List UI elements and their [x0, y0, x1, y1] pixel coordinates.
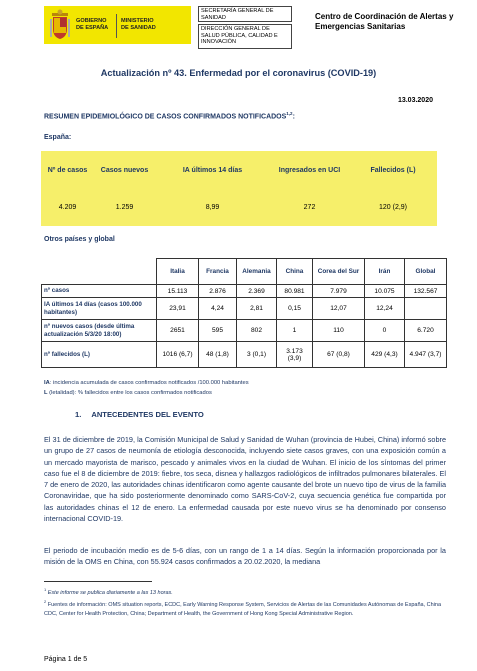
country-header-row [42, 259, 447, 285]
row-label: IA últimos 14 días (casos 100.000 habitantes) [42, 298, 157, 320]
country-header-cell: Global [405, 259, 447, 285]
logo-gobierno-text: GOBIERNO DE ESPAÑA [76, 18, 109, 31]
spain-value-cell: 1.259 [94, 190, 156, 226]
logo-divider [116, 14, 117, 38]
paragraph-incubacion: El periodo de incubación medio es de 5-6 días, con un rango de 1 a 14 días. Según la información proporcionada por la misión de la OMS en China, con 55.924 casos confirmados a 20.02.2020, la mediana [44, 546, 446, 567]
spain-value-cell: 8,99 [156, 190, 270, 226]
footnote-divider [44, 581, 152, 582]
spain-header-cell: Casos nuevos [94, 152, 156, 190]
table-cell: 132.567 [405, 285, 447, 298]
spain-header-cell: IA últimos 14 días [156, 152, 270, 190]
table-cell: 2.876 [199, 285, 237, 298]
table-cell: 1016 (6,7) [157, 342, 199, 368]
table-cell: 3.173 (3,9) [277, 342, 313, 368]
table-cell: 4.947 (3,7) [405, 342, 447, 368]
table-cell: 0 [365, 320, 405, 342]
secretaria-box: SECRETARÍA GENERAL DE SANIDAD [198, 6, 292, 22]
document-title: Actualización nº 43. Enfermedad por el coronavirus (COVID-19) [100, 68, 377, 78]
table-cell: 4,24 [199, 298, 237, 320]
document-header [0, 0, 477, 60]
direccion-box: DIRECCIÓN GENERAL DE SALUD PÚBLICA, CALIDAD E INNOVACIÓN [198, 24, 292, 49]
table-cell: 429 (4,3) [365, 342, 405, 368]
note-l: L (letalidad): % fallecidos entre los casos confirmados notificados [44, 389, 212, 396]
country-header-cell: Corea del Sur [313, 259, 365, 285]
table-cell: 12,24 [365, 298, 405, 320]
centro-coordinacion: Centro de Coordinación de Alertas y Emergencias Sanitarias [315, 12, 454, 31]
table-row [42, 342, 447, 368]
table-row [42, 298, 447, 320]
row-label: nº fallecidos (L) [42, 342, 157, 368]
country-header-cell: Francia [199, 259, 237, 285]
report-date: 13.03.2020 [397, 97, 433, 104]
coat-of-arms-icon [50, 9, 70, 41]
section-heading: 1. ANTECEDENTES DEL EVENTO [75, 410, 204, 419]
table-cell: 67 (0,8) [313, 342, 365, 368]
table-cell: 12,07 [313, 298, 365, 320]
table-cell [405, 298, 447, 320]
table-cell: 2,81 [237, 298, 277, 320]
empty-corner-cell [42, 259, 157, 285]
country-header-cell: Alemania [237, 259, 277, 285]
table-cell: 802 [237, 320, 277, 342]
spain-header-row [42, 152, 437, 190]
table-cell: 7.979 [313, 285, 365, 298]
paragraph-antecedentes: El 31 de diciembre de 2019, la Comisión Municipal de Salud y Sanidad de Wuhan (provincia de Hubei, China) informó sobre un grupo de 27 casos de neumonía de etiología desconocida, incluyendo siete casos graves, con una exposición común a un mercado mayorista de marisco, pescado y animales vivos en la ciudad de Wuhan. El inicio de los síntomas del primer caso fue el 8 de diciembre de 2019: fiebre, tos seca, disnea y hallazgos radiológicos de infiltrados pulmonares bilaterales. El 7 de enero de 2020, las autoridades chinas identificaron como agente causante del brote un nuevo tipo de virus de la familia Coronaviridae, que ha sido posteriormente denominado como SARS-CoV-2, cuya secuencia genética fue compartida por las autoridades chinas el 12 de enero. La enfermedad causada por este nuevo virus se ha denominado por consenso internacional COVID-19. [44, 435, 446, 524]
table-cell: 3 (0,1) [237, 342, 277, 368]
country-header-cell: Irán [365, 259, 405, 285]
footnote-1: $^1$ Este informe se publica diariamente a las 13 horas. [44, 587, 173, 596]
note-ia: IA: incidencia acumulada de casos confirmados notificados /100.000 habitantes [44, 380, 249, 386]
table-cell: 80.981 [277, 285, 313, 298]
spain-header-cell: Ingresados en UCI [270, 152, 350, 190]
country-header-cell: Italia [157, 259, 199, 285]
table-notes [44, 379, 249, 398]
table-cell: 595 [199, 320, 237, 342]
country-header-cell: China [277, 259, 313, 285]
table-cell: 48 (1,8) [199, 342, 237, 368]
otros-paises-label: Otros países y global [44, 236, 115, 243]
spain-value-row [42, 190, 437, 226]
row-label: nº casos [42, 285, 157, 298]
spain-header-cell: Fallecidos (L) [350, 152, 437, 190]
table-row [42, 320, 447, 342]
spain-header-cell: Nº de casos [42, 152, 94, 190]
spain-value-cell: 120 (2,9) [350, 190, 437, 226]
resumen-heading: RESUMEN EPIDEMIOLÓGICO DE CASOS CONFIRMADOS NOTIFICADOS$^{1,2}$: [44, 111, 295, 121]
table-cell: 2651 [157, 320, 199, 342]
table-cell: 15.113 [157, 285, 199, 298]
table-cell: 0,15 [277, 298, 313, 320]
row-label: nº nuevos casos (desde última actualización 5/3/20 18:00) [42, 320, 157, 342]
table-cell: 110 [313, 320, 365, 342]
spain-summary-table [41, 151, 437, 226]
footnote-2: $^2$ Fuentes de información: OMS situation reports, ECDC, Early Warning Response System, Servicios de Alertas de las Comunidades Autónomas de España, China CDC, Center for Health Protection, China; Department of Health, the Government of Hong Kong Special Administrative Region. [44, 599, 442, 618]
espana-label: España: [44, 134, 72, 141]
spain-value-cell: 272 [270, 190, 350, 226]
table-row [42, 285, 447, 298]
page-number: Página 1 de 5 [44, 656, 88, 663]
table-cell: 23,91 [157, 298, 199, 320]
government-logo [44, 6, 191, 44]
logo-ministerio-text: MINISTERIO DE SANIDAD [121, 18, 156, 31]
table-cell: 6.720 [405, 320, 447, 342]
spain-value-cell: 4.209 [42, 190, 94, 226]
table-cell: 10.075 [365, 285, 405, 298]
country-comparison-table [41, 258, 447, 368]
table-cell: 2.369 [237, 285, 277, 298]
table-cell: 1 [277, 320, 313, 342]
